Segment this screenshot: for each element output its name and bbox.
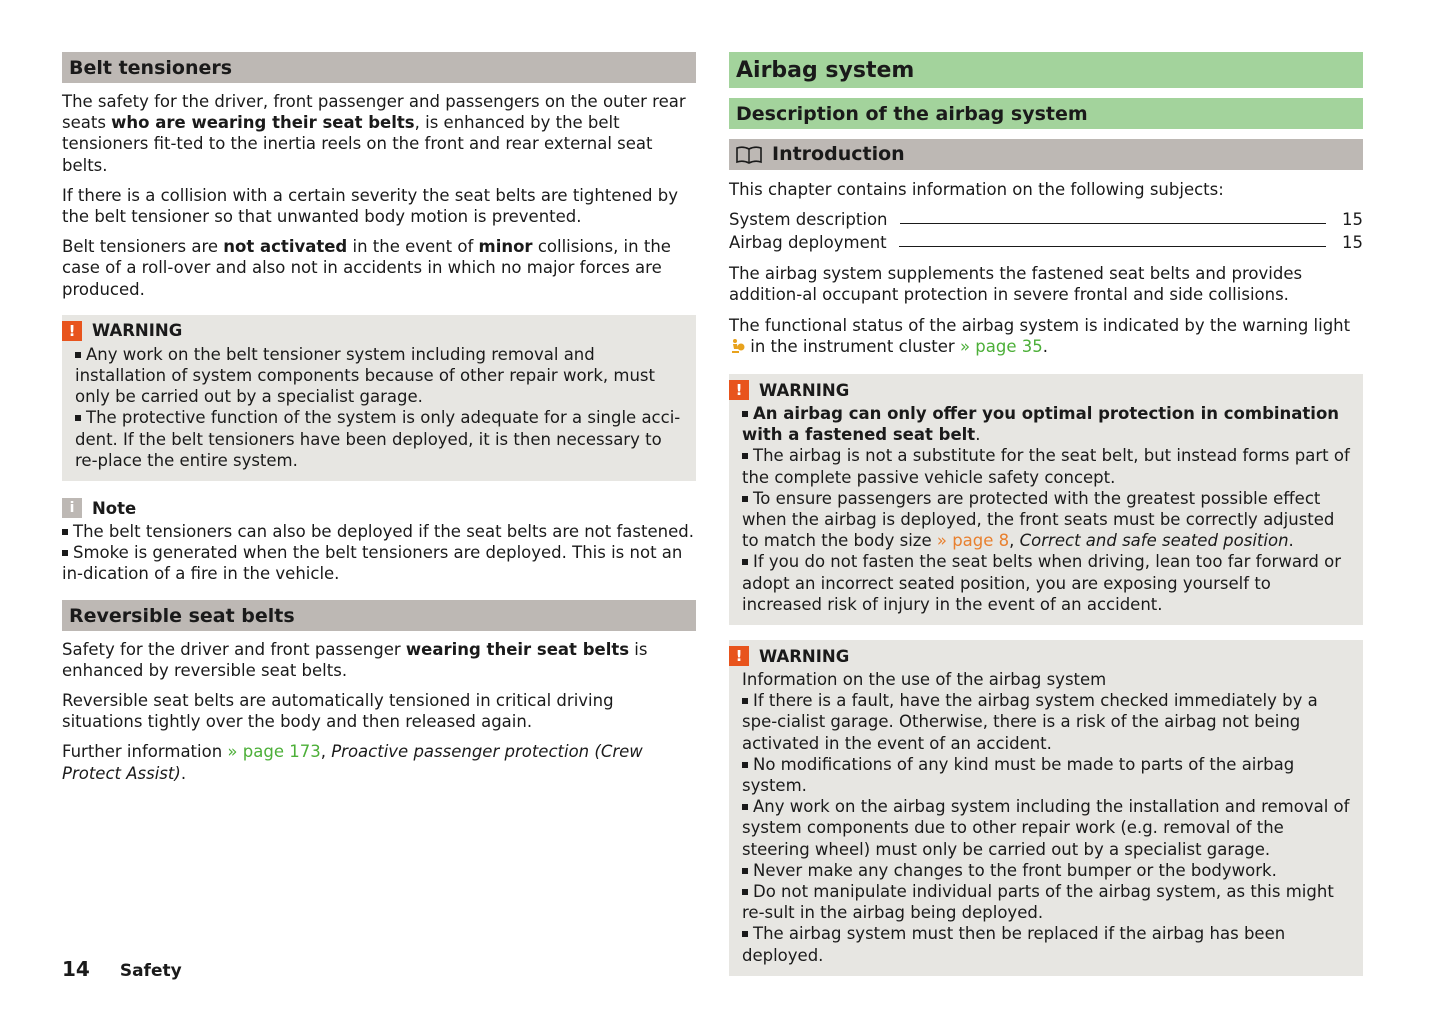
list-item	[742, 445, 1350, 487]
list-item	[742, 488, 1350, 552]
list-item-text: If you do not fasten the seat belts when driving, lean too far forward or adopt an incorrect seated position, you are exposing yourself to increased risk of injury in the event of an accident.	[742, 552, 1342, 614]
paragraph	[62, 236, 696, 300]
note-box	[62, 495, 696, 585]
paragraph	[62, 91, 696, 176]
list-item	[75, 407, 683, 471]
list-item-text: Do not manipulate individual parts of the airbag system, as this might re-sult in the airbag being deployed.	[742, 882, 1334, 923]
bullet-icon	[742, 868, 748, 874]
list-item	[62, 521, 696, 542]
list-item	[742, 796, 1350, 860]
list-item	[62, 542, 696, 584]
bullet-icon	[742, 411, 748, 417]
section-heading-reversible-seat-belts: Reversible seat belts	[62, 600, 696, 631]
list-item	[75, 344, 683, 408]
list-item-text: If there is a fault, have the airbag system checked immediately by a spe-cialist garage. Otherwise, there is a risk of the airbag not being activated in the event of an accident.	[742, 691, 1318, 753]
warning-icon: !	[62, 321, 82, 341]
italic-text: Correct and safe seated position	[1019, 531, 1289, 551]
paragraph	[729, 315, 1363, 359]
note-title: Note	[92, 498, 137, 518]
warning-title: WARNING	[92, 321, 183, 341]
paragraph	[62, 741, 696, 783]
bold-text: not activated	[223, 237, 348, 257]
text: The functional status of the airbag system is indicated by the warning light	[729, 315, 1351, 335]
text: collisions, in the case of a roll-over and also not in accidents in which no major forces are produced.	[62, 237, 671, 299]
list-item-text: The airbag is not a substitute for the seat belt, but instead forms part of the complete passive vehicle safety concept.	[742, 446, 1350, 487]
warning-box-belt-tensioners	[62, 315, 696, 481]
paragraph: This chapter contains information on the following subjects:	[729, 180, 1224, 199]
text: , is enhanced by the belt tensioners fit-ted to the inertia reels on the front and rear external seat belts.	[62, 113, 653, 175]
list-item-text: Never make any changes to the front bumper or the bodywork.	[753, 860, 1277, 880]
text: .	[1042, 336, 1049, 356]
text: is enhanced by reversible seat belts.	[62, 639, 648, 680]
bullet-icon	[742, 496, 748, 502]
airbag-warning-light-icon	[729, 338, 745, 359]
text: .	[975, 425, 981, 445]
toc-leader	[899, 246, 1326, 247]
introduction-heading	[729, 139, 1363, 170]
toc-label: System description	[729, 210, 888, 230]
toc-row[interactable]	[729, 208, 1363, 231]
bullet-icon	[742, 762, 748, 768]
paragraph: Reversible seat belts are automatically tensioned in critical driving situations tightly over the body and then released again.	[62, 691, 614, 732]
bullet-icon	[75, 352, 81, 358]
chapter-title: Airbag system	[729, 52, 1363, 88]
toc-leader	[900, 223, 1326, 224]
text: in the event of	[347, 237, 479, 257]
toc-page: 15	[1342, 210, 1363, 230]
page-link-8[interactable]: » page 8	[936, 531, 1010, 551]
page-link-173[interactable]: » page 173	[227, 742, 321, 762]
note-header	[62, 495, 696, 521]
list-item-text: Any work on the airbag system including the installation and removal of system components due to other repair work (e.g. removal of the steering wheel) must only be carried out by a specialist garage.	[742, 797, 1350, 859]
text: Safety for the driver and front passenger	[62, 639, 406, 659]
paragraph: The airbag system supplements the fastened seat belts and provides addition-al occupant protection in severe frontal and side collisions.	[729, 264, 1303, 305]
book-icon	[736, 146, 762, 164]
bullet-icon	[742, 698, 748, 704]
warning-title: WARNING	[759, 380, 850, 400]
list-item	[742, 551, 1350, 615]
bullet-icon	[62, 550, 68, 556]
list-item-text: The belt tensioners can also be deployed if the seat belts are not fastened.	[73, 522, 694, 542]
section-title: Description of the airbag system	[729, 98, 1363, 129]
warning-header	[729, 640, 1337, 669]
text: in the instrument cluster	[745, 336, 960, 356]
page-link-35[interactable]: » page 35	[959, 336, 1043, 356]
list-item-text: The airbag system must then be replaced if the airbag has been deployed.	[742, 924, 1286, 965]
list-item	[742, 690, 1350, 754]
warning-box-airbag-use	[729, 640, 1363, 976]
info-icon: i	[62, 498, 82, 518]
bold-text: An airbag can only offer you optimal protection in combination with a fastened seat belt	[742, 404, 1340, 445]
toc-page: 15	[1342, 233, 1363, 253]
warning-box-airbag-protection	[729, 374, 1363, 625]
text: Further information	[62, 742, 228, 762]
bullet-icon	[742, 931, 748, 937]
warning-header	[62, 315, 670, 344]
italic-text: Proactive passenger protection (Crew Protect Assist)	[62, 742, 643, 783]
paragraph	[62, 639, 696, 681]
text: To ensure passengers are protected with the greatest possible effect when the airbag is deployed, the front seats must be correctly adjusted to match the body size	[742, 488, 1335, 551]
warning-icon: !	[729, 380, 749, 400]
bullet-icon	[62, 529, 68, 535]
introduction-heading-text: Introduction	[772, 143, 905, 165]
bullet-icon	[742, 804, 748, 810]
list-item	[742, 860, 1350, 881]
bullet-icon	[742, 889, 748, 895]
text: Belt tensioners are	[62, 237, 224, 257]
list-item	[742, 923, 1350, 965]
bullet-icon	[742, 559, 748, 565]
warning-intro: Information on the use of the airbag system	[742, 670, 1107, 690]
toc-row[interactable]	[729, 231, 1363, 254]
bullet-icon	[742, 453, 748, 459]
page-number: 14	[62, 957, 90, 981]
paragraph: If there is a collision with a certain severity the seat belts are tightened by the belt tensioner so that unwanted body motion is prevented.	[62, 185, 679, 227]
list-item-text: The protective function of the system is only adequate for a single acci-dent. If the belt tensioners have been deployed, it is then necessary to re-place the entire system.	[75, 408, 681, 470]
bold-text: who are wearing their seat belts	[111, 113, 415, 133]
toc-label: Airbag deployment	[729, 233, 887, 253]
text: The safety for the driver, front passenger and passengers on the outer rear seats	[62, 92, 686, 133]
list-item-text: Smoke is generated when the belt tensioners are deployed. This is not an in-dication of a fire in the vehicle.	[62, 543, 683, 584]
warning-icon: !	[729, 646, 749, 666]
section-name: Safety	[119, 961, 182, 981]
list-item-text: No modifications of any kind must be made to parts of the airbag system.	[742, 754, 1295, 796]
page-footer	[62, 957, 182, 981]
text: ,	[1009, 531, 1020, 551]
right-column	[729, 52, 1363, 989]
left-column	[62, 52, 696, 793]
text: ,	[320, 742, 332, 762]
list-item	[742, 754, 1350, 796]
text: .	[1288, 531, 1294, 551]
bold-text: minor	[478, 237, 533, 257]
warning-header	[729, 374, 1337, 403]
list-item	[742, 403, 1350, 445]
list-item	[742, 881, 1350, 923]
bullet-icon	[75, 415, 81, 421]
section-heading-belt-tensioners: Belt tensioners	[62, 52, 696, 83]
warning-title: WARNING	[759, 646, 850, 666]
text: .	[180, 763, 187, 783]
bold-text: wearing their seat belts	[405, 639, 630, 659]
list-item-text: Any work on the belt tensioner system including removal and installation of system components because of other repair work, must only be carried out by a specialist garage.	[75, 344, 655, 407]
